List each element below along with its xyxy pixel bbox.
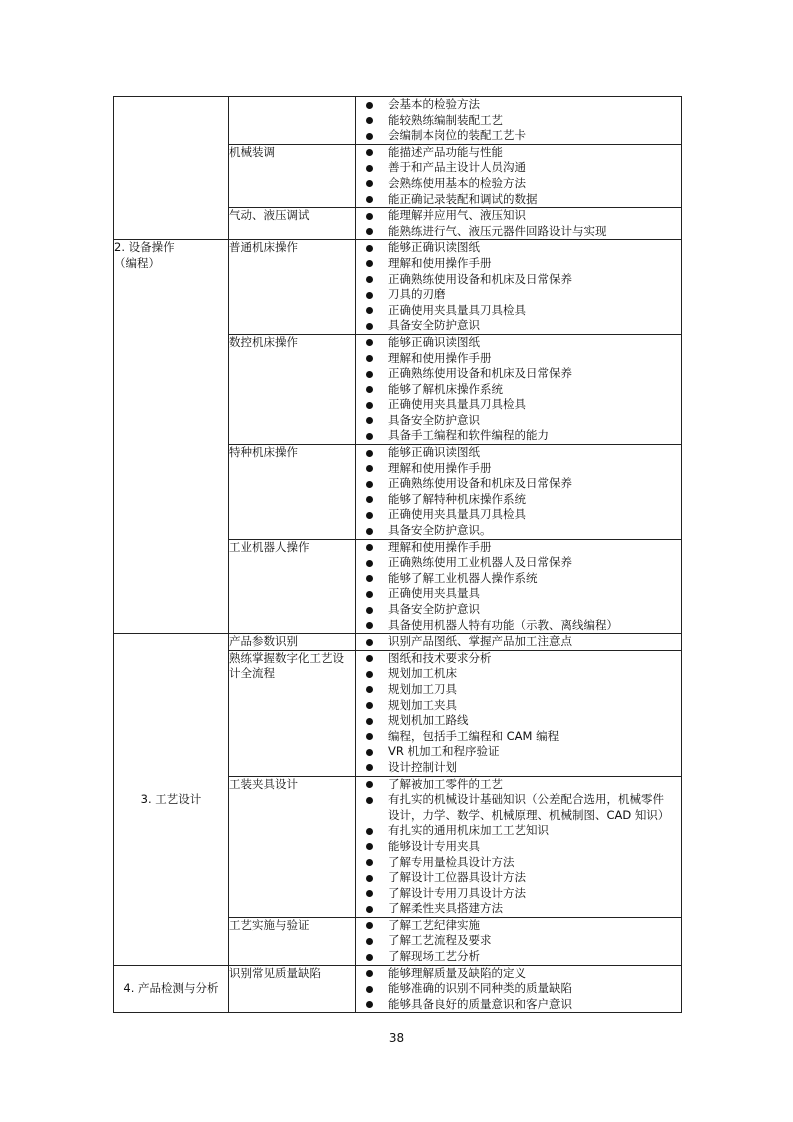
list-item: 具备安全防护意识。 (356, 523, 675, 539)
bullet-icon (366, 781, 373, 788)
bullet-icon (366, 512, 373, 519)
bullet-icon (366, 733, 373, 740)
items-cell (356, 445, 682, 540)
list-item: 能够具备良好的质量意识和客户意识 (356, 997, 675, 1013)
subcategory-cell: 工装夹具设计 (229, 776, 356, 917)
list-item: 了解工艺纪律实施 (356, 918, 675, 934)
items-cell (356, 208, 682, 240)
list-item: 正确使用夹具量具刀具检具 (356, 303, 675, 319)
list-item: 正确使用夹具量具刀具检具 (356, 397, 675, 413)
subcategory-cell: 工艺实施与验证 (229, 917, 356, 965)
bullet-icon (366, 671, 373, 678)
list-item: 能熟练进行气、液压元器件回路设计与实现 (356, 224, 675, 240)
bullet-icon (366, 355, 373, 362)
items-cell (356, 144, 682, 207)
list-item: 了解现场工艺分析 (356, 949, 675, 965)
bullet-icon (366, 890, 373, 897)
list-item: 能够理解质量及缺陷的定义 (356, 966, 675, 982)
bullet-icon (366, 292, 373, 299)
bullet-icon (366, 450, 373, 457)
bullet-icon (366, 560, 373, 567)
list-item: 具备手工编程和软件编程的能力 (356, 428, 675, 444)
bullet-icon (366, 797, 373, 804)
list-item: 具备安全防护意识 (356, 602, 675, 618)
bullet-icon (366, 970, 373, 977)
bullet-icon (366, 859, 373, 866)
bullet-icon (366, 307, 373, 314)
list-item: 理解和使用操作手册 (356, 540, 675, 556)
bullet-icon (366, 165, 373, 172)
bullet-icon (366, 828, 373, 835)
subcategory-cell: 工业机器人操作 (229, 539, 356, 634)
bullet-icon (366, 465, 373, 472)
list-item: 会基本的检验方法 (356, 97, 675, 113)
list-item: 了解工艺流程及要求 (356, 933, 675, 949)
bullet-icon (366, 402, 373, 409)
bullet-icon (366, 749, 373, 756)
bullet-icon (366, 544, 373, 551)
bullet-icon (366, 986, 373, 993)
category-cell: 4. 产品检测与分析 (114, 965, 229, 1013)
bullet-icon (366, 938, 373, 945)
list-item: 设计控制计划 (356, 760, 675, 776)
list-item: 能够准确的识别不同种类的质量缺陷 (356, 981, 675, 997)
bullet-icon (366, 1001, 373, 1008)
list-item: 规划加工机床 (356, 666, 675, 682)
table-row (114, 634, 682, 651)
list-item: 规划机加工路线 (356, 713, 675, 729)
bullet-icon (366, 922, 373, 929)
subcategory-cell: 熟练掌握数字化工艺设计全流程 (229, 650, 356, 776)
list-item: 了解专用量检具设计方法 (356, 855, 675, 871)
bullet-icon (366, 591, 373, 598)
list-item: 了解柔性夹具搭建方法 (356, 901, 675, 917)
bullet-icon (366, 607, 373, 614)
bullet-icon (366, 276, 373, 283)
bullet-icon (366, 528, 373, 535)
page-number: 38 (388, 1031, 405, 1045)
list-item: 了解设计工位器具设计方法 (356, 870, 675, 886)
bullet-icon (366, 702, 373, 709)
list-item: 了解被加工零件的工艺 (356, 777, 675, 793)
competency-table (113, 96, 682, 1013)
list-item: 正确熟练使用设备和机床及日常保养 (356, 476, 675, 492)
table-row (114, 97, 682, 145)
bullet-icon (366, 433, 373, 440)
list-item: 会熟练使用基本的检验方法 (356, 176, 675, 192)
items-cell (356, 97, 682, 145)
list-item: 会编制本岗位的装配工艺卡 (356, 128, 675, 144)
subcategory-cell: 机械装调 (229, 144, 356, 207)
list-item: 正确熟练使用设备和机床及日常保养 (356, 272, 675, 288)
list-item: 有扎实的通用机床加工工艺知识 (356, 823, 675, 839)
subcategory-cell: 数控机床操作 (229, 334, 356, 444)
subcategory-cell: 识别常见质量缺陷 (229, 965, 356, 1013)
bullet-icon (366, 622, 373, 629)
items-cell (356, 334, 682, 444)
bullet-icon (366, 117, 373, 124)
list-item: 能够设计专用夹具 (356, 839, 675, 855)
subcategory-cell: 产品参数识别 (229, 634, 356, 651)
bullet-icon (366, 323, 373, 330)
list-item: 编程，包括手工编程和 CAM 编程 (356, 729, 675, 745)
list-item: 图纸和技术要求分析 (356, 651, 675, 667)
list-item: 能够了解机床操作系统 (356, 382, 675, 398)
bullet-icon (366, 686, 373, 693)
list-item: 识别产品图纸、掌握产品加工注意点 (356, 634, 675, 650)
bullet-icon (366, 655, 373, 662)
list-item: 正确使用夹具量具刀具检具 (356, 507, 675, 523)
bullet-icon (366, 843, 373, 850)
bullet-icon (366, 371, 373, 378)
list-item: 具备安全防护意识 (356, 318, 675, 334)
bullet-icon (366, 954, 373, 961)
subcategory-cell (229, 97, 356, 145)
bullet-icon (366, 260, 373, 267)
bullet-icon (366, 196, 373, 203)
list-item: 能够正确识读图纸 (356, 240, 675, 256)
list-item: 能够了解工业机器人操作系统 (356, 571, 675, 587)
bullet-icon (366, 764, 373, 771)
bullet-icon (366, 575, 373, 582)
subcategory-cell: 气动、液压调试 (229, 208, 356, 240)
bullet-icon (366, 339, 373, 346)
bullet-icon (366, 496, 373, 503)
category-cell: 3. 工艺设计 (114, 634, 229, 965)
list-item: 理解和使用操作手册 (356, 461, 675, 477)
list-item: 理解和使用操作手册 (356, 351, 675, 367)
bullet-icon (366, 906, 373, 913)
items-cell (356, 650, 682, 776)
bullet-icon (366, 481, 373, 488)
list-item: 能够正确识读图纸 (356, 445, 675, 461)
list-item: 正确使用夹具量具 (356, 586, 675, 602)
list-item: 能理解并应用气、液压知识 (356, 208, 675, 224)
list-item: 有扎实的机械设计基础知识（公差配合选用，机械零件设计，力学、数学、机械原理、机械制图、CAD 知识） (356, 792, 675, 823)
list-item: 能描述产品功能与性能 (356, 145, 675, 161)
bullet-icon (366, 639, 373, 646)
list-item: 能够正确识读图纸 (356, 335, 675, 351)
list-item: 能够了解特种机床操作系统 (356, 492, 675, 508)
items-cell (356, 917, 682, 965)
list-item: 具备安全防护意识 (356, 413, 675, 429)
bullet-icon (366, 133, 373, 140)
bullet-icon (366, 228, 373, 235)
list-item: 规划加工刀具 (356, 682, 675, 698)
items-cell (356, 776, 682, 917)
list-item: VR 机加工和程序验证 (356, 744, 675, 760)
table-row (114, 240, 682, 335)
list-item: 刀具的刃磨 (356, 287, 675, 303)
bullet-icon (366, 875, 373, 882)
list-item: 具备使用机器人特有功能（示教、离线编程） (356, 618, 675, 634)
bullet-icon (366, 718, 373, 725)
category-cell-continued (114, 97, 229, 240)
bullet-icon (366, 245, 373, 252)
list-item: 规划加工夹具 (356, 698, 675, 714)
list-item: 正确熟练使用工业机器人及日常保养 (356, 555, 675, 571)
bullet-icon (366, 149, 373, 156)
items-cell (356, 634, 682, 651)
bullet-icon (366, 386, 373, 393)
category-cell: 2. 设备操作 （编程） (114, 240, 229, 634)
list-item: 正确熟练使用设备和机床及日常保养 (356, 366, 675, 382)
list-item: 了解设计专用刀具设计方法 (356, 886, 675, 902)
bullet-icon (366, 213, 373, 220)
list-item: 能正确记录装配和调试的数据 (356, 192, 675, 208)
bullet-icon (366, 180, 373, 187)
list-item: 善于和产品主设计人员沟通 (356, 160, 675, 176)
list-item: 理解和使用操作手册 (356, 256, 675, 272)
subcategory-cell: 普通机床操作 (229, 240, 356, 335)
items-cell (356, 965, 682, 1013)
bullet-icon (366, 102, 373, 109)
items-cell (356, 240, 682, 335)
items-cell (356, 539, 682, 634)
table-row (114, 965, 682, 1013)
bullet-icon (366, 417, 373, 424)
subcategory-cell: 特种机床操作 (229, 445, 356, 540)
list-item: 能较熟练编制装配工艺 (356, 113, 675, 129)
